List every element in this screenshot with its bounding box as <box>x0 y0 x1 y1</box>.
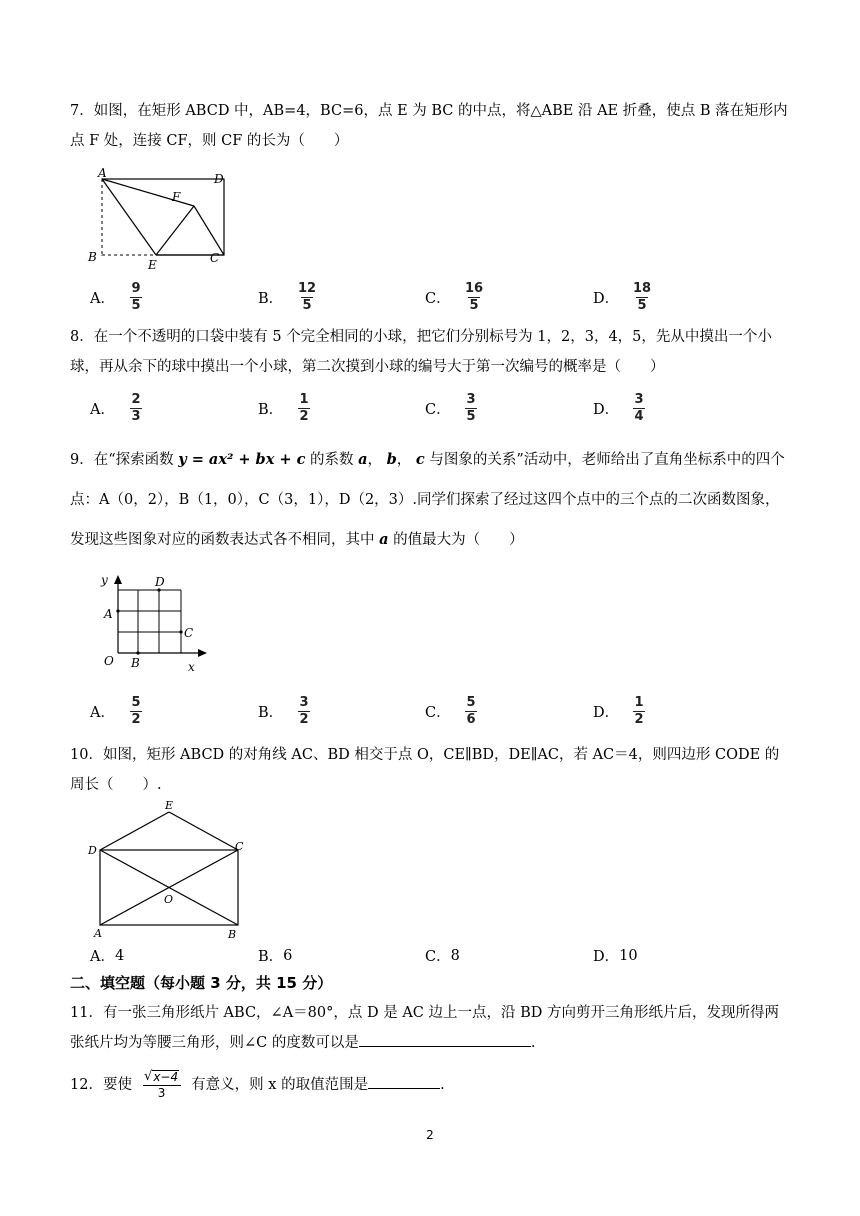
question-10-options <box>90 941 790 971</box>
q9-label-x: x <box>188 660 195 674</box>
q9-option-d[interactable]: D． $\frac{1}{2}$ <box>593 695 644 727</box>
fraction: $\frac{12}{5}$ <box>298 281 317 313</box>
q7-label-A: A <box>98 166 107 180</box>
fraction: $\frac{5}{2}$ <box>131 695 141 727</box>
q10-label-E: E <box>165 799 174 812</box>
question-12-text: 12．要使 √ x−4 3 有意义，则 x 的取值范围是 . <box>70 1069 445 1100</box>
fraction: $\frac{18}{5}$ <box>633 281 652 313</box>
q9-option-b[interactable]: B． $\frac{3}{2}$ <box>258 695 309 727</box>
fraction: $\frac{5}{6}$ <box>466 695 476 727</box>
q10-option-b[interactable]: B． 6 <box>258 947 293 965</box>
q10-option-d[interactable]: D． 10 <box>593 947 638 965</box>
fraction: $\frac{1}{2}$ <box>299 392 309 424</box>
fraction: $\frac{3}{5}$ <box>466 392 476 424</box>
q7-option-a[interactable]: A． $\frac{9}{5}$ <box>90 281 141 313</box>
q8-option-d[interactable]: D． $\frac{3}{4}$ <box>593 392 644 424</box>
q9-label-B: B <box>131 656 140 670</box>
fraction: $\frac{3}{2}$ <box>299 695 309 727</box>
question-10-figure <box>82 798 254 944</box>
fraction: $\frac{9}{5}$ <box>131 281 141 313</box>
quadratic-formula: y = ax² + bx + c <box>178 451 306 468</box>
section-2-heading: 二、填空题（每小题 3 分，共 15 分） <box>70 974 333 992</box>
q7-option-d[interactable]: D． $\frac{18}{5}$ <box>593 281 652 313</box>
q10-label-C: C <box>235 840 244 853</box>
q11-answer-blank[interactable] <box>359 1030 531 1047</box>
q12-fraction: √ x−4 3 <box>143 1070 181 1100</box>
q9-label-D: D <box>155 575 165 589</box>
q7-label-E: E <box>148 258 157 272</box>
question-7-options <box>90 282 790 318</box>
fraction: $\frac{2}{3}$ <box>131 392 141 424</box>
q7-label-B: B <box>88 250 97 264</box>
q9-option-a[interactable]: A． $\frac{5}{2}$ <box>90 695 141 727</box>
question-9-text: 9．在“探索函数 y = ax² + bx + c 的系数 a， b， c 与图象的关系”活动中，老师给出了直角坐标系中的四个点：A（0，2），B（1，0），C（3，1），D（2，3）.同学们探索了经过这四个点中的三个点的二次函数图象，发现这些图象对应的函数表达式各不相同，其中 a 的值最大为（ ） <box>70 451 785 548</box>
q9-label-y: y <box>101 573 108 587</box>
question-9-options <box>90 696 790 732</box>
q7-option-c[interactable]: C． $\frac{16}{5}$ <box>425 281 484 313</box>
q7-label-C: C <box>210 251 220 265</box>
page-number: 2 <box>426 1128 434 1142</box>
fraction: $\frac{3}{4}$ <box>634 392 644 424</box>
question-7-figure <box>86 166 236 274</box>
q12-answer-blank[interactable] <box>368 1072 440 1089</box>
q10-label-A: A <box>94 927 102 940</box>
fraction: $\frac{16}{5}$ <box>465 281 484 313</box>
q9-label-O: O <box>104 654 114 668</box>
q10-option-a[interactable]: A． 4 <box>90 947 125 965</box>
q8-option-a[interactable]: A． $\frac{2}{3}$ <box>90 392 141 424</box>
q10-label-B: B <box>228 928 237 941</box>
q9-label-C: C <box>184 626 194 640</box>
q8-option-b[interactable]: B． $\frac{1}{2}$ <box>258 392 309 424</box>
q10-label-O: O <box>164 893 174 906</box>
q9-label-A: A <box>104 607 113 621</box>
question-11-text: 11．有一张三角形纸片 ABC，∠A＝80°，点 D 是 AC 边上一点，沿 BD 方向剪开三角形纸片后，发现所得两张纸片均为等腰三角形，则∠C 的度数可以是 . <box>70 1005 779 1051</box>
question-7-text: 7．如图，在矩形 ABCD 中，AB=4，BC=6，点 E 为 BC 的中点，将△ABE 沿 AE 折叠，使点 B 落在矩形内点 F 处，连接 CF，则 CF 的长为（ ） <box>70 103 788 149</box>
question-10-text: 10．如图，矩形 ABCD 的对角线 AC、BD 相交于点 O，CE∥BD，DE∥AC，若 AC＝4，则四边形 CODE 的周长（ ）. <box>70 747 780 793</box>
q8-option-c[interactable]: C． $\frac{3}{5}$ <box>425 392 476 424</box>
q7-option-b[interactable]: B． $\frac{12}{5}$ <box>258 281 317 313</box>
fraction: $\frac{1}{2}$ <box>634 695 644 727</box>
question-9-figure <box>98 570 210 676</box>
question-8-options <box>90 393 790 429</box>
q10-option-c[interactable]: C． 8 <box>425 947 460 965</box>
q10-label-D: D <box>88 844 97 857</box>
q9-option-c[interactable]: C． $\frac{5}{6}$ <box>425 695 476 727</box>
q7-label-D: D <box>214 172 224 186</box>
question-8-text: 8．在一个不透明的口袋中装有 5 个完全相同的小球，把它们分别标号为 1，2，3，4，5，先从中摸出一个小球，再从余下的球中摸出一个小球，第二次摸到小球的编号大于第一次编号的概率是（ ） <box>70 329 772 375</box>
q7-label-F: F <box>172 190 181 204</box>
